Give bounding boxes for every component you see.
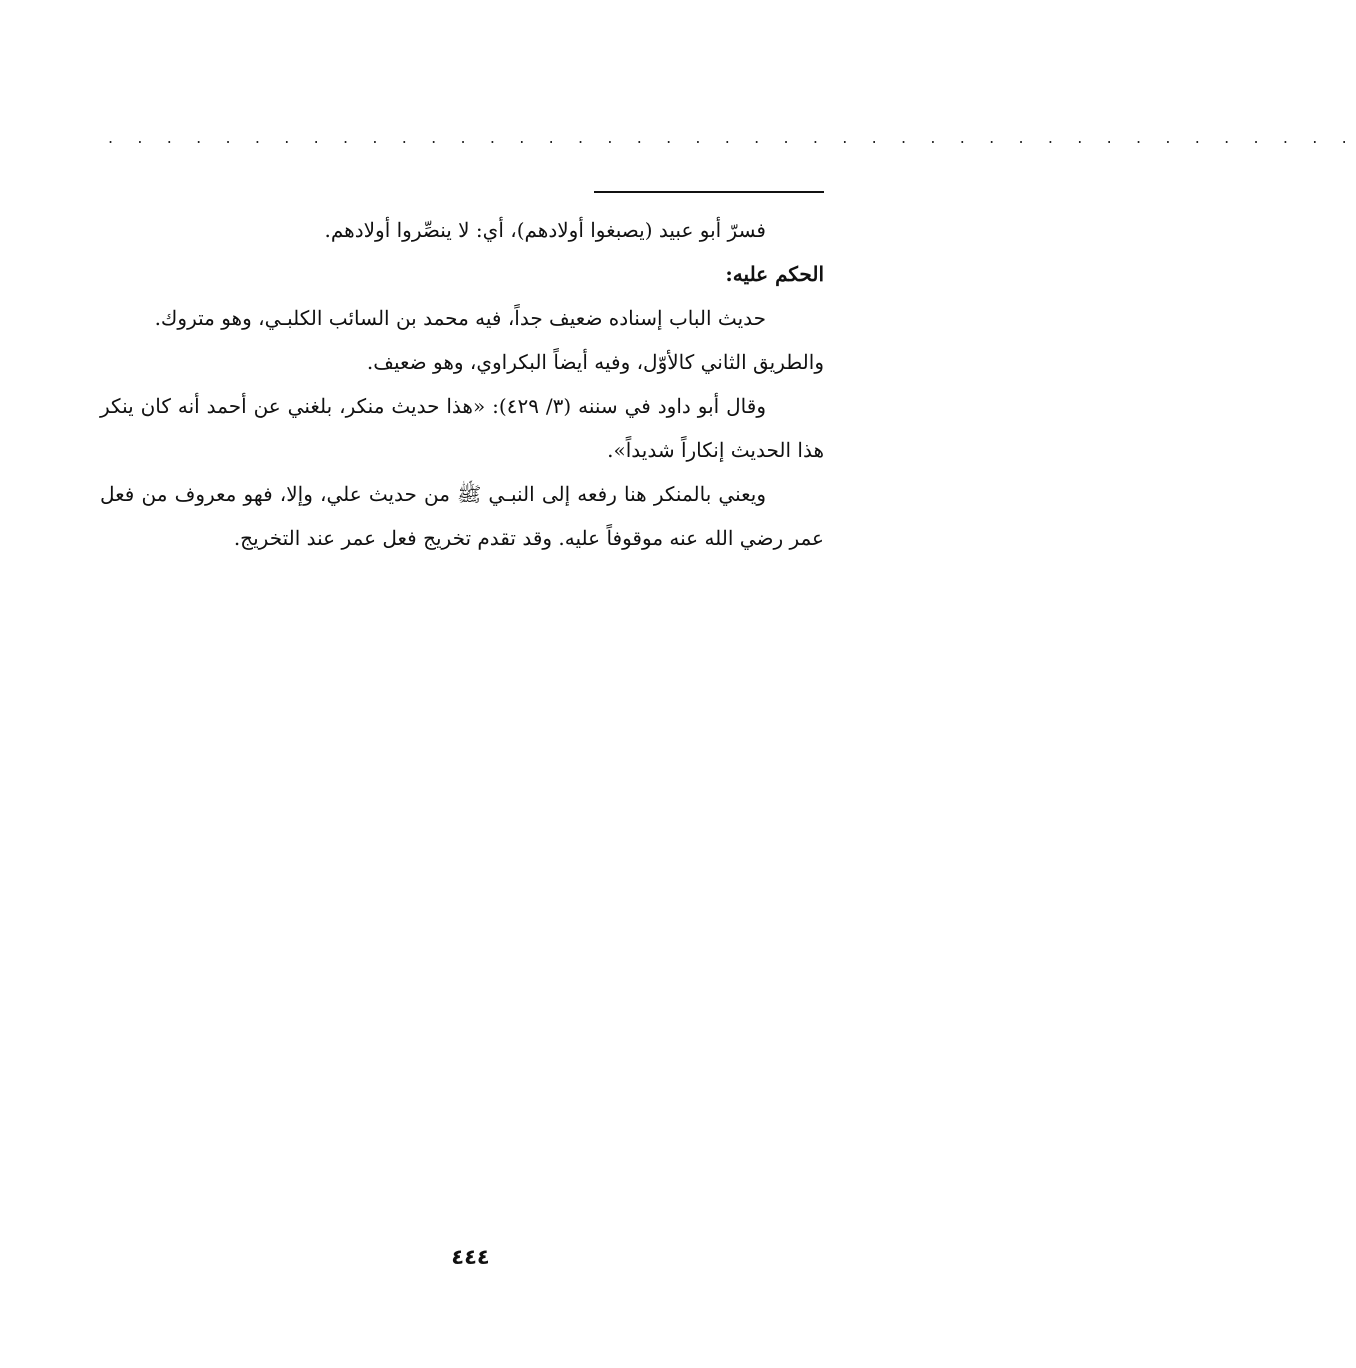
page-number: ٤٤٤ bbox=[451, 1245, 490, 1269]
paragraph-explanation: ويعني بالمنكر هنا رفعه إلى النبـي ﷺ من حديث علي، وإلا، فهو معروف من فعل عمر رضي الله عنه موقوفاً عليه. وقد تقدم تخريج فعل عمر عند التخريج. bbox=[100, 482, 824, 550]
paragraph-abu-dawud: وقال أبو داود في سننه (٣/ ٤٢٩): «هذا حديث منكر، بلغني عن أحمد أنه كان ينكر هذا الحديث إنكاراً شديداً». bbox=[100, 394, 824, 462]
paragraph-isnad: حديث الباب إسناده ضعيف جداً، فيه محمد بن السائب الكلبـي، وهو متروك. bbox=[154, 306, 766, 330]
footnote-rule bbox=[594, 191, 824, 193]
dotted-separator: . . . . . . . . . . . . . . . . . . . . . . . . . . . . . . . . . . . . . . . . . . . bbox=[108, 128, 1356, 147]
page-content bbox=[100, 208, 824, 560]
section-heading: الحكم عليه: bbox=[725, 262, 824, 286]
paragraph-second-route: والطريق الثاني كالأوّل، وفيه أيضاً البكراوي، وهو ضعيف. bbox=[366, 350, 824, 374]
footnote-text: فسرّ أبو عبيد (يصبغوا أولادهم)، أي: لا ينصِّروا أولادهم. bbox=[324, 218, 766, 242]
